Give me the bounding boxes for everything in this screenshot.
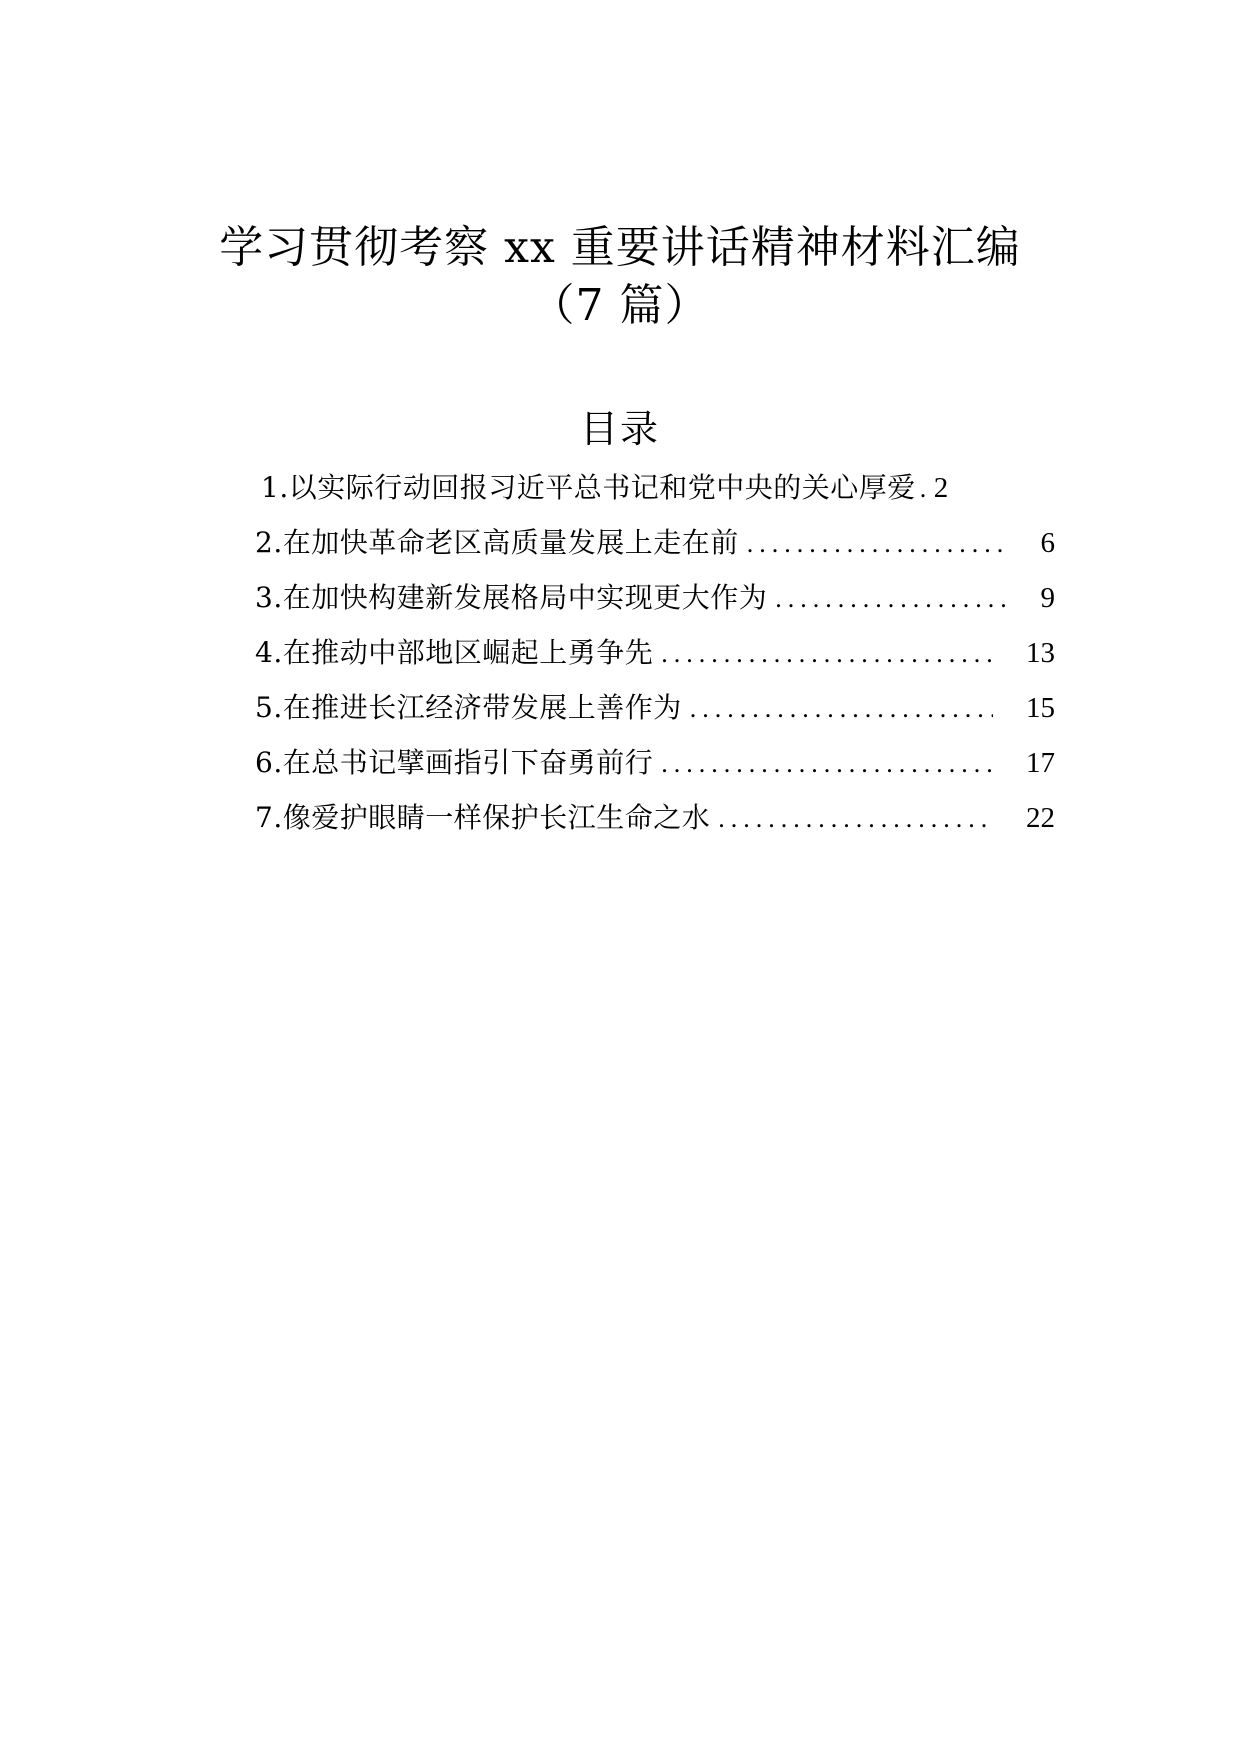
toc-entry-page: 6 bbox=[1040, 527, 1055, 559]
toc-entry-6[interactable] bbox=[255, 743, 1055, 798]
toc-entry-page: 22 bbox=[1026, 802, 1055, 834]
document-title-line2: （7 篇） bbox=[530, 280, 710, 331]
toc-entry-7[interactable] bbox=[255, 798, 1055, 853]
toc-entry-page: 17 bbox=[1026, 747, 1055, 779]
toc-dot-leader bbox=[661, 634, 993, 674]
table-of-contents bbox=[255, 468, 1055, 853]
document-title-line1: 学习贯彻考察 xx 重要讲话精神材料汇编 bbox=[219, 222, 1021, 273]
toc-entry-page: 13 bbox=[1026, 637, 1055, 669]
toc-dot-leader bbox=[661, 744, 993, 784]
toc-dot-leader bbox=[920, 469, 930, 509]
toc-heading: 目录 bbox=[579, 407, 660, 451]
toc-entry-5[interactable] bbox=[255, 688, 1055, 743]
toc-entry-3[interactable] bbox=[255, 578, 1055, 633]
toc-entry-label: 5.在推进长江经济带发展上善作为 bbox=[255, 691, 682, 724]
toc-dot-leader bbox=[747, 524, 1009, 564]
toc-entry-page: 9 bbox=[1040, 582, 1055, 614]
toc-entry-label: 3.在加快构建新发展格局中实现更大作为 bbox=[255, 581, 768, 614]
toc-entry-label: 1.以实际行动回报习近平总书记和党中央的关心厚爱 bbox=[261, 471, 916, 504]
toc-entry-label: 7.像爱护眼睛一样保护长江生命之水 bbox=[255, 801, 711, 834]
toc-entry-1[interactable] bbox=[255, 468, 1055, 523]
toc-entry-label: 4.在推动中部地区崛起上勇争先 bbox=[255, 636, 654, 669]
toc-entry-label: 2.在加快革命老区高质量发展上走在前 bbox=[255, 526, 739, 559]
toc-dot-leader bbox=[775, 579, 1009, 619]
toc-entry-label: 6.在总书记擘画指引下奋勇前行 bbox=[255, 746, 654, 779]
toc-entry-4[interactable] bbox=[255, 633, 1055, 688]
toc-entry-page: 15 bbox=[1026, 692, 1055, 724]
toc-entry-page: 2 bbox=[933, 472, 949, 504]
toc-dot-leader bbox=[718, 799, 993, 839]
toc-dot-leader bbox=[690, 689, 993, 729]
toc-entry-2[interactable] bbox=[255, 523, 1055, 578]
